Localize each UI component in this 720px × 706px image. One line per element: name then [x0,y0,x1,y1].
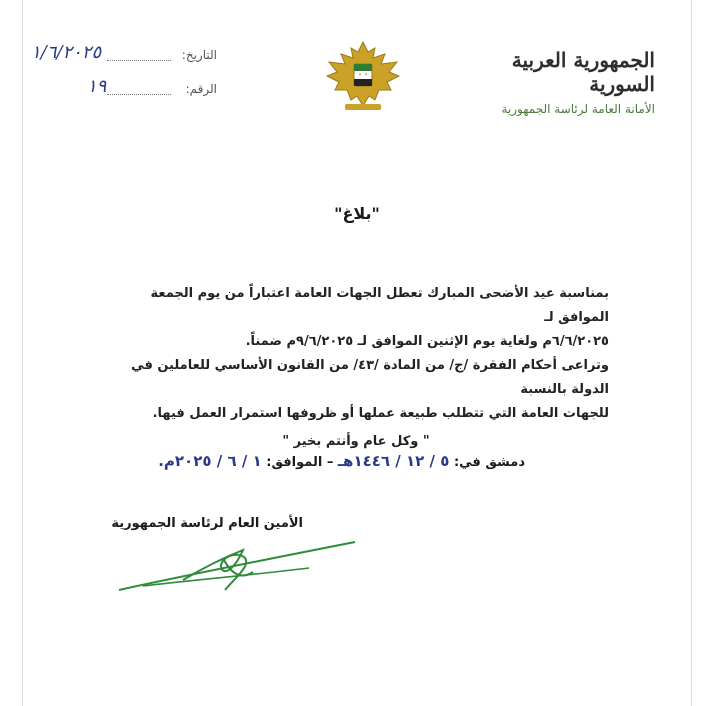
gregorian-date: ١ / ٦ / ٢٠٢٥م. [158,452,262,470]
date-value: ١/٦/٢٠٢٥ [31,42,102,63]
number-label: الرقم: [185,82,217,96]
number-field [31,76,217,102]
republic-name: الجمهورية العربية السورية [511,48,655,96]
dateline [158,452,525,470]
document-title: "بلاغ" [334,204,380,223]
paragraph-2-line-2: للجهات العامة التي تتطلب طبيعة عملها أو ظروفها استمرار العمل فيها. [152,406,609,421]
date-label: التاريخ: [181,48,217,62]
date-place: دمشق في: [453,455,525,470]
hijri-date: ٥ / ١٢ / ١٤٤٦هـ [337,452,450,470]
letterhead [495,48,655,116]
eagle-emblem-icon [323,38,403,114]
corresponding-label: – الموافق: [266,455,334,470]
number-value: ١٩ [87,76,107,97]
handwritten-signature-icon [113,528,363,600]
paragraph-1-line-1: بمناسبة عيد الأضحى المبارك تعطل الجهات العامة اعتباراً من يوم الجمعة الموافق لـ [150,286,609,325]
paragraph-1-line-2: ٦/٦/٢٠٢٥م ولغاية يوم الإثنين الموافق لـ ٩/٦/٢٠٢٥م ضمناً. [245,334,609,349]
signer-title: الأمين العام لرئاسة الجمهورية [111,516,303,531]
date-field [31,42,217,68]
document-body [103,282,609,454]
greeting: " وكل عام وأنتم بخير " [282,434,430,449]
secretariat-name: الأمانة العامة لرئاسة الجمهورية [501,102,655,116]
document-page [22,0,692,706]
number-dotted-line [107,94,171,95]
date-dotted-line [107,60,171,61]
paragraph-2-line-1: وتراعى أحكام الفقرة /ج/ من المادة /٤٣/ من القانون الأساسي للعاملين في الدولة بالنسبة [131,358,609,397]
